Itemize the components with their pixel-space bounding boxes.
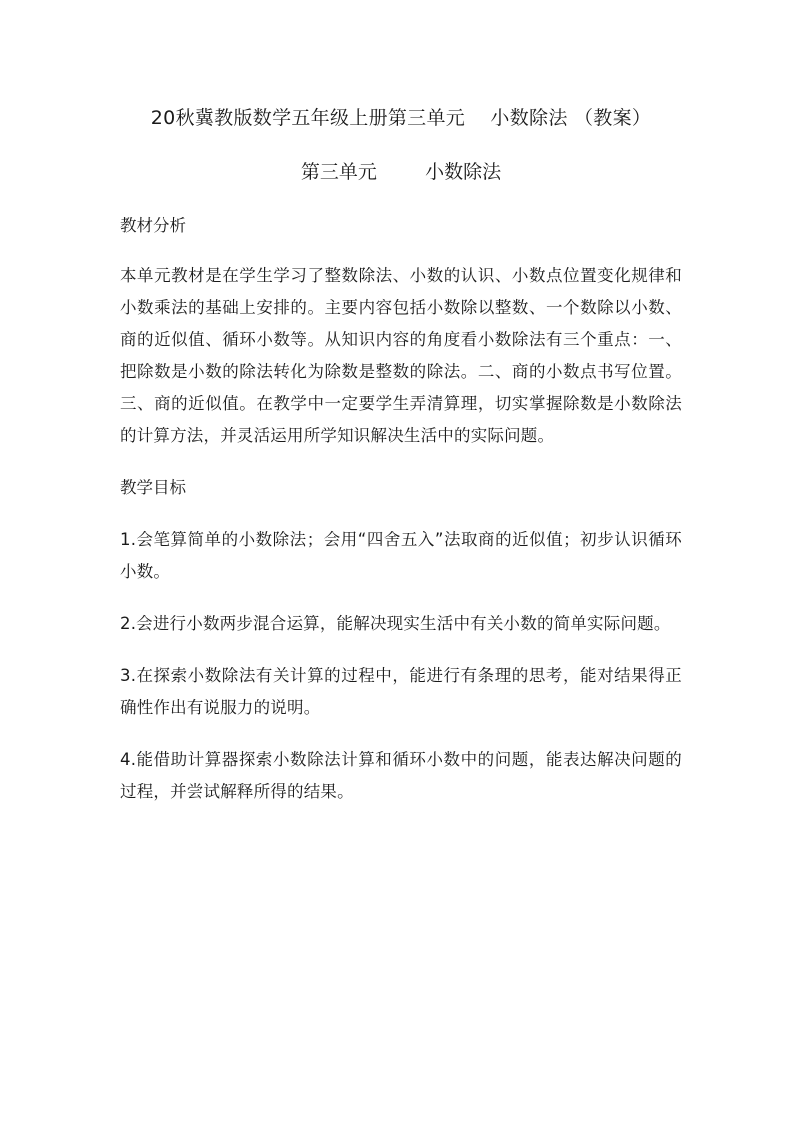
goal-item-4: 4.能借助计算器探索小数除法计算和循环小数中的问题，能表达解决问题的过程，并尝试解释所得的结果。 [120, 750, 682, 801]
goal-item-2: 2.会进行小数两步混合运算，能解决现实生活中有关小数的简单实际问题。 [120, 614, 671, 633]
document-content [120, 100, 682, 808]
goal-item-3-text: 3.在探索小数除法有关计算的过程中，能进行有条理的思考，能对结果得正确性 [120, 666, 682, 717]
goals-heading: 教学目标 [120, 478, 186, 497]
goal-item-1: 1.会笔算简单的小数除法；会用“四舍五入”法取商的近似值；初步认识循环小数。 [120, 530, 682, 581]
analysis-paragraph: 本单元教材是在学生学习了整数除法、小数的认识、小数点位置变化规律和小数乘法的基础上安排的。主要内容包括小数除以整数、一个数除以小数、商的近似值、循环小数等。从知识内容的角度看小数除法有三个重点：一、把除数是小数的除法转化为除数是整数的除法。二、商的小数点书写位置。三、商的近似值。在教学中一定要学生弄清算理，切实掌握除数是小数除法的计算方法，并灵活运用所学知识解决生活中的实际问题。 [120, 266, 682, 445]
goal-item-3 [120, 660, 682, 724]
goal-item-3-tail: 有说服力的说明。 [186, 698, 321, 717]
goal-item-3-highlight: 作出 [153, 698, 187, 717]
document-title: 20秋冀教版数学五年级上册第三单元 小数除法 （教案） [150, 107, 652, 129]
analysis-heading: 教材分析 [120, 216, 186, 235]
unit-title: 第三单元 小数除法 [300, 161, 502, 183]
